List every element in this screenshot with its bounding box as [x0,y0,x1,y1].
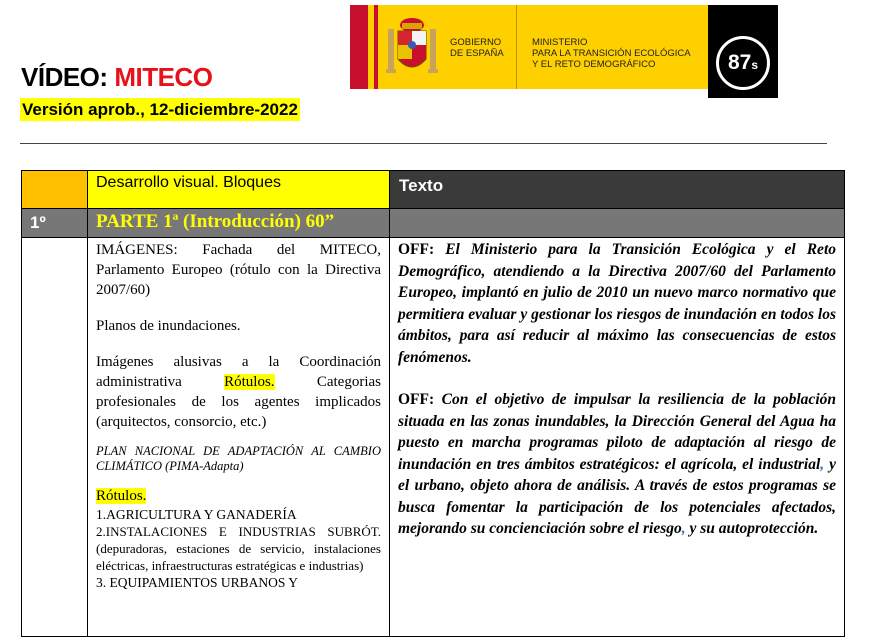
document-title [21,62,212,93]
off-text-2a: Con el objetivo de impulsar la resiliencia de la población situada en las zonas inundables, la Dirección General del Agua ha puesto en marcha programas piloto de adaptación al riesgo de inundación en tres ámbitos estratégicos: el agrícola, el industrial [398,391,836,473]
rotulos-highlight: Rótulos. [224,374,275,390]
flag-stripe [350,5,368,89]
coordination-text-b: Categorias profesionales de los agentes implicados (arquitectos, consorcio, etc.) [96,374,381,430]
plan-nacional-paragraph: PLAN NACIONAL DE ADAPTACIÓN AL CAMBIO CLIMÁTICO (PIMA-Adapta) [96,444,381,473]
flood-plans-paragraph: Planos de inundaciones. [96,318,241,334]
rotulos-heading-highlight: Rótulos. [96,488,147,504]
header-text-label: Texto [399,176,444,195]
duration-circle [716,36,770,90]
off-text-1: El Ministerio para la Transición Ecológica y el Reto Demográfico, atendiendo a la Directiva 2007/60 del Parlamento Europeo, implantó en julio de 2010 un nuevo marco normativo que permitiera evaluar y gestionar los riesgos de inundación en todos los ámbitos, para así reducir al máximo las consecuencias de estos fenómenos. [398,241,836,366]
gobierno-label: GOBIERNO DE ESPAÑA [450,37,504,59]
off-label-2: OFF: [398,391,435,408]
part-number-cell [21,208,88,238]
list-item-agricultura: 1.AGRICULTURA Y GANADERÍA [96,507,297,522]
duration-number: 87 [727,51,752,74]
off-label-1: OFF: [398,241,435,258]
visual-blocks-text [96,240,381,591]
header-visual-label: Desarrollo visual. Bloques [96,174,281,191]
off-paragraph-2 [398,389,836,540]
part-empty-cell [389,208,845,238]
voiceover-text [398,239,836,540]
banner-divider [516,5,517,89]
ministerio-label: MINISTERIO PARA LA TRANSICIÓN ECOLÓGICA Y EL RETO DEMOGRÁFICO [532,37,691,70]
list-item-equipamientos: 3. EQUIPAMIENTOS URBANOS Y [96,575,299,590]
off-text-2c: y su autoprotección. [685,520,819,537]
part-label: PARTE 1ª (Introducción) 60” [96,211,335,232]
title-prefix: VÍDEO: [21,62,108,92]
header-cell-text [389,170,845,209]
images-paragraph: IMÁGENES: Fachada del MITECO, Parlamento Europeo (rótulo con la Directiva 2007/60) [96,242,381,298]
government-banner [350,5,708,89]
coordination-paragraph [96,352,381,432]
list-item-instalaciones: 2.INSTALACIONES E INDUSTRIAS SUBRÓT. (depuradoras, estaciones de servicio, instalaciones eléctricas, infraestructuras estratégicas e industrias) [96,524,381,573]
rotulos-heading [96,486,381,506]
flag-stripe-thin [374,5,378,89]
coat-of-arms-icon [384,15,440,81]
part-number: 1º [30,213,46,232]
header-cell-visual [87,170,390,209]
off-comma-1: , [820,455,825,473]
duration-badge [708,5,778,98]
content-number-cell [21,237,88,637]
off-paragraph-1 [398,239,836,368]
part-label-cell [87,208,390,238]
horizontal-rule [20,143,827,144]
version-label: Versión aprob., 12-diciembre-2022 [22,100,298,119]
coordination-text-a: Imágenes alusivas a la Coordinación administrativa [96,354,381,390]
off-comma-2: , [681,520,686,537]
header-cell-number [21,170,88,209]
off-text-2b: y el urbano, objeto ahora de análisis. A través de estos programas se busca fomentar la participación de los potenciales afectados, mejorando su concienciación sobre el riesgo [398,455,836,537]
duration-unit: s [751,58,759,72]
title-name: MITECO [114,62,213,92]
